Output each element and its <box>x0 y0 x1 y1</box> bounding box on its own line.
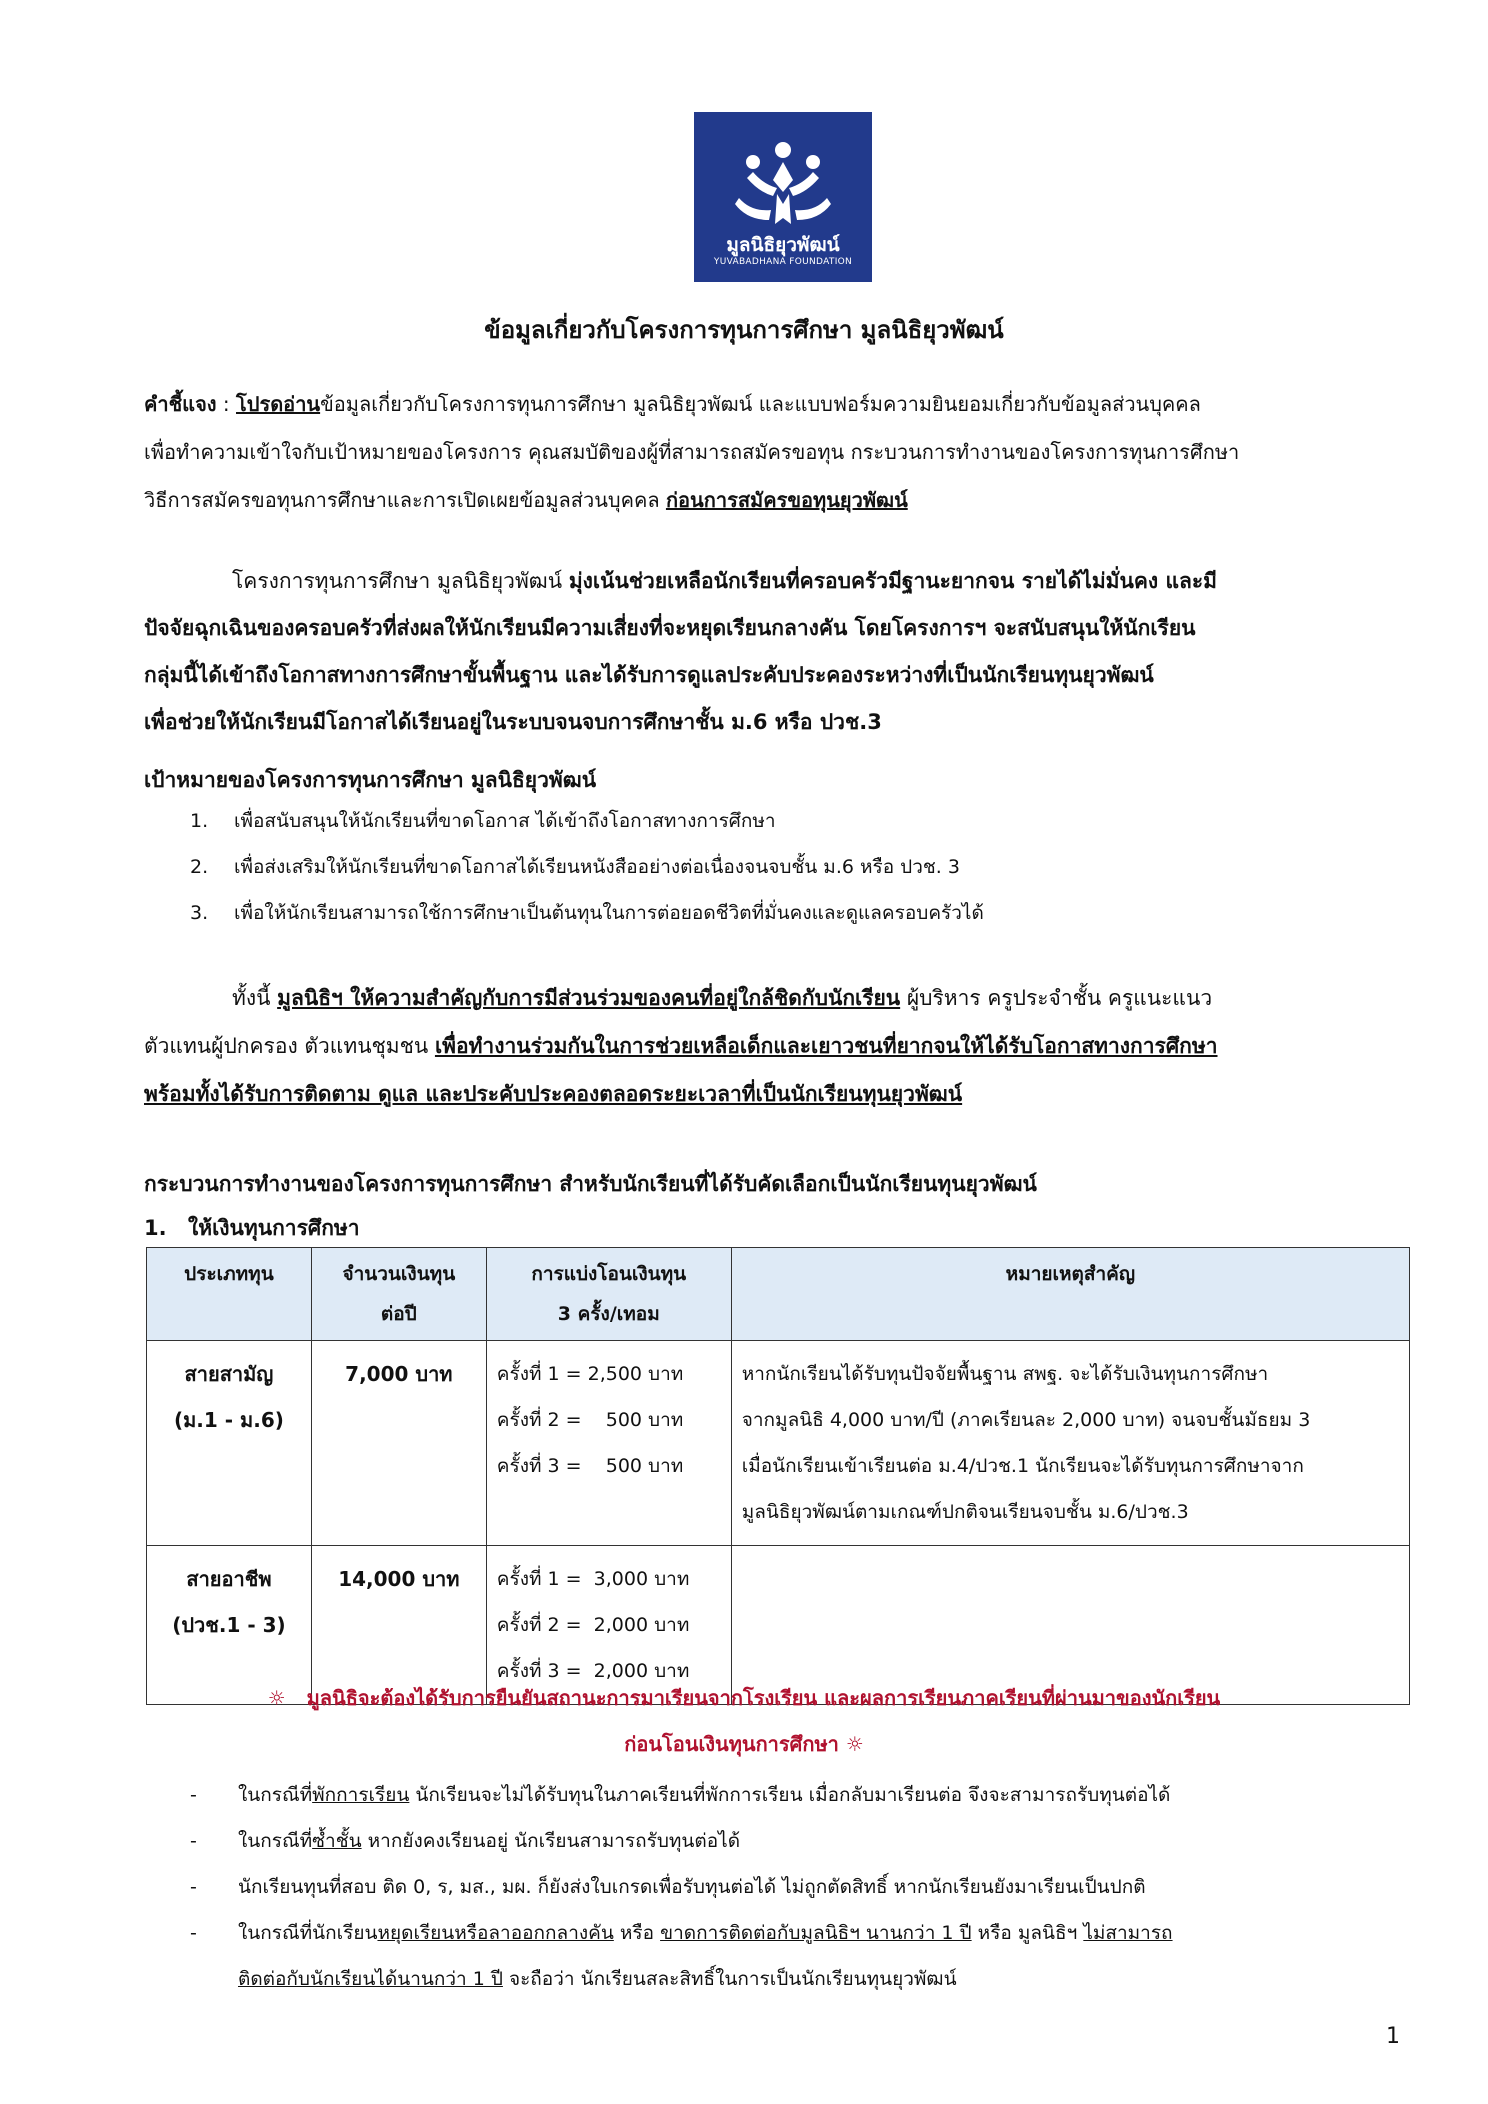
goal-item <box>190 806 776 836</box>
goal-item <box>190 898 984 928</box>
header-amount-line-1: จำนวนเงินทุน <box>342 1263 456 1285</box>
cell-schedule <box>486 1341 731 1546</box>
schedule-item: ครั้งที่ 1 = 2,500 บาท <box>496 1363 684 1385</box>
process-heading: กระบวนการทำงานของโครงการทุนการศึกษา สำหรับนักเรียนที่ได้รับคัดเลือกเป็นนักเรียนทุนยุวพัฒน์ <box>144 1172 1037 1196</box>
goals-heading: เป้าหมายของโครงการทุนการศึกษา มูลนิธิยุวพัฒน์ <box>144 768 597 792</box>
rule-item <box>190 1772 1408 1818</box>
warning-text-2: ก่อนโอนเงินทุนการศึกษา <box>624 1732 839 1756</box>
table-row <box>147 1546 1410 1705</box>
intro-line-1 <box>144 384 1400 424</box>
intro-line-3-text: วิธีการสมัครขอทุนการศึกษาและการเปิดเผยข้อมูลส่วนบุคคล <box>144 488 666 512</box>
mission-line-2: ปัจจัยฉุกเฉินของครอบครัวที่ส่งผลให้นักเรียนมีความเสี่ยงที่จะหยุดเรียนกลางคัน โดยโครงการฯ จะสนับสนุนให้นักเรียน <box>144 616 1196 640</box>
scholarship-table <box>146 1247 1410 1705</box>
rule-text: หรือ <box>613 1922 661 1944</box>
cell-type <box>147 1546 312 1705</box>
warning-line-2 <box>0 1728 1488 1760</box>
rule-text: ในกรณีที่ <box>238 1830 313 1852</box>
logo-thai-text: มูลนิธิยุวพัฒน์ <box>726 234 840 256</box>
read-please: โปรดอ่าน <box>236 392 321 416</box>
intro-label: คำชี้แจง <box>144 392 217 416</box>
rule-text: ในกรณีที่ <box>238 1784 313 1806</box>
rule-text: นักเรียนทุนที่สอบ ติด 0, ร, มส., มผ. ก็ยังส่งใบเกรดเพื่อรับทุนต่อได้ ไม่ถูกตัดสิทธิ์ หากนักเรียนยังมาเรียนเป็นปกติ <box>238 1876 1146 1898</box>
cell-note <box>731 1341 1409 1546</box>
rule-underlined: ซ้ำชั้น <box>312 1830 362 1852</box>
emphasis-lead: ทั้งนี้ <box>232 986 278 1010</box>
emphasis-line-1-rest: ผู้บริหาร ครูประจำชั้น ครูแนะแนว <box>900 986 1213 1010</box>
emphasis-line-2-underlined: เพื่อทำงานร่วมกันในการช่วยเหลือเด็กและเยาวชนที่ยากจนให้ได้รับโอกาสทางการศึกษา <box>434 1034 1218 1058</box>
schedule-item: ครั้งที่ 3 = 2,000 บาท <box>496 1660 690 1682</box>
rule-text: จะถือว่า นักเรียนสละสิทธิ์ในการเป็นนักเรียนทุนยุวพัฒน์ <box>502 1968 957 1990</box>
goal-number: 2. <box>190 856 209 878</box>
mission-line-1 <box>144 558 1400 605</box>
header-amount <box>311 1248 486 1341</box>
cell-amount: 7,000 บาท <box>311 1341 486 1546</box>
schedule-item: ครั้งที่ 2 = 500 บาท <box>496 1409 684 1431</box>
rule-item <box>190 1864 1408 1910</box>
note-line: จากมูลนิธิ 4,000 บาท/ปี (ภาคเรียนละ 2,000 บาท) จนจบชั้นมัธยม 3 <box>741 1409 1311 1431</box>
note-line: หากนักเรียนได้รับทุนปัจจัยพื้นฐาน สพฐ. จะได้รับเงินทุนการศึกษา <box>741 1363 1269 1385</box>
mission-lead: โครงการทุนการศึกษา มูลนิธิยุวพัฒน์ <box>232 569 569 593</box>
mission-line-3: กลุ่มนี้ได้เข้าถึงโอกาสทางการศึกษาขั้นพื้นฐาน และได้รับการดูแลประคับประคองระหว่างที่เป็นนักเรียนทุนยุวพัฒน์ <box>144 663 1154 687</box>
emphasis-underlined-1: มูลนิธิฯ ให้ความสำคัญกับการมีส่วนร่วมของคนที่อยู่ใกล้ชิดกับนักเรียน <box>277 986 901 1010</box>
sun-icon: ☼ <box>845 1732 864 1756</box>
rule-text: หากยังคงเรียนอยู่ นักเรียนสามารถรับทุนต่อได้ <box>361 1830 741 1852</box>
header-amount-line-2: ต่อปี <box>380 1303 417 1325</box>
process-sub-number: 1. <box>144 1216 167 1240</box>
cell-amount: 14,000 บาท <box>311 1546 486 1705</box>
intro-line-3-emphasis: ก่อนการสมัครขอทุนยุวพัฒน์ <box>665 488 908 512</box>
type-name: สายสามัญ <box>184 1362 274 1386</box>
process-subheading <box>144 1212 360 1245</box>
schedule-item: ครั้งที่ 1 = 3,000 บาท <box>496 1568 690 1590</box>
type-range: (ปวช.1 - 3) <box>172 1613 286 1637</box>
mission-paragraph <box>144 558 1400 746</box>
rule-underlined: ไม่สามารถ <box>1083 1922 1173 1944</box>
process-sub-title: ให้เงินทุนการศึกษา <box>188 1216 360 1240</box>
schedule-item: ครั้งที่ 2 = 2,000 บาท <box>496 1614 690 1636</box>
goal-number: 1. <box>190 810 209 832</box>
dash-marker: - <box>190 1830 197 1852</box>
rule-underlined: ขาดการติดต่อกับมูลนิธิฯ นานกว่า 1 ปี <box>660 1922 972 1944</box>
rule-underlined: พักการเรียน <box>312 1784 410 1806</box>
rule-item <box>190 1910 1408 1956</box>
goal-text: เพื่อให้นักเรียนสามารถใช้การศึกษาเป็นต้นทุนในการต่อยอดชีวิตที่มั่นคงและดูแลครอบครัวได้ <box>234 902 984 924</box>
intro-line-1-text: ข้อมูลเกี่ยวกับโครงการทุนการศึกษา มูลนิธิยุวพัฒน์ และแบบฟอร์มความยินยอมเกี่ยวกับข้อมูลส่วนบุคคล <box>320 392 1201 416</box>
rule-text: นักเรียนจะไม่ได้รับทุนในภาคเรียนที่พักการเรียน เมื่อกลับมาเรียนต่อ จึงจะสามารถรับทุนต่อได้ <box>409 1784 1171 1806</box>
foundation-logo-icon <box>733 140 833 226</box>
dash-marker: - <box>190 1876 197 1898</box>
header-note-text: หมายเหตุสำคัญ <box>1005 1263 1136 1285</box>
page-number: 1 <box>1386 2024 1400 2049</box>
mission-line-4: เพื่อช่วยให้นักเรียนมีโอกาสได้เรียนอยู่ในระบบจนจบการศึกษาชั้น ม.6 หรือ ปวช.3 <box>144 710 882 734</box>
header-type-text: ประเภททุน <box>184 1263 274 1285</box>
mission-line-1-text: มุ่งเน้นช่วยเหลือนักเรียนที่ครอบครัวมีฐานะยากจน รายได้ไม่มั่นคง และมี <box>568 569 1218 593</box>
cell-schedule <box>486 1546 731 1705</box>
rule-underlined: ติดต่อกับนักเรียนได้นานกว่า 1 ปี <box>238 1968 503 1990</box>
emphasis-line-2 <box>144 1022 1400 1070</box>
header-note <box>731 1248 1409 1341</box>
rule-item <box>190 1818 1408 1864</box>
emphasis-paragraph <box>144 974 1400 1118</box>
emphasis-line-2-plain: ตัวแทนผู้ปกครอง ตัวแทนชุมชน <box>144 1034 435 1058</box>
goal-item <box>190 852 960 882</box>
table-row <box>147 1341 1410 1546</box>
rule-text: ในกรณีที่นักเรียน <box>238 1922 378 1944</box>
intro-line-2: เพื่อทำความเข้าใจกับเป้าหมายของโครงการ คุณสมบัติของผู้ที่สามารถสมัครขอทุน กระบวนการทำงานของโครงการทุนการศึกษา <box>144 440 1240 464</box>
note-line: เมื่อนักเรียนเข้าเรียนต่อ ม.4/ปวช.1 นักเรียนจะได้รับทุนการศึกษาจาก <box>741 1455 1304 1477</box>
warning-text-1: มูลนิธิจะต้องได้รับการยืนยันสถานะการมาเรียนจากโรงเรียน และผลการเรียนภาคเรียนที่ผ่านมาของนักเรียน <box>306 1686 1221 1710</box>
table-header-row <box>147 1248 1410 1341</box>
type-name: สายอาชีพ <box>186 1567 272 1591</box>
goal-number: 3. <box>190 902 209 924</box>
emphasis-line-3: พร้อมทั้งได้รับการติดตาม ดูแล และประคับประคองตลอดระยะเวลาที่เป็นนักเรียนทุนยุวพัฒน์ <box>144 1082 963 1106</box>
dash-marker: - <box>190 1922 197 1944</box>
goal-text: เพื่อสนับสนุนให้นักเรียนที่ขาดโอกาส ได้เข้าถึงโอกาสทางการศึกษา <box>234 810 776 832</box>
rule-text: หรือ มูลนิธิฯ <box>971 1922 1084 1944</box>
page-title: ข้อมูลเกี่ยวกับโครงการทุนการศึกษา มูลนิธิยุวพัฒน์ <box>484 316 1004 344</box>
foundation-logo <box>694 112 872 282</box>
rule-item-continuation <box>238 1956 1408 2002</box>
warning-line-1 <box>0 1682 1488 1714</box>
intro-separator: : <box>216 392 237 416</box>
cell-note-empty <box>731 1546 1409 1705</box>
type-range: (ม.1 - ม.6) <box>173 1408 284 1432</box>
intro-line-3 <box>144 480 1400 520</box>
header-transfer <box>486 1248 731 1341</box>
header-transfer-line-2: 3 ครั้ง/เทอม <box>557 1303 660 1325</box>
rule-underlined: หยุดเรียนหรือลาออกกลางคัน <box>377 1922 614 1944</box>
sun-icon: ☼ <box>267 1686 286 1710</box>
schedule-item: ครั้งที่ 3 = 500 บาท <box>496 1455 684 1477</box>
emphasis-line-1 <box>144 974 1400 1022</box>
note-line: มูลนิธิยุวพัฒน์ตามเกณฑ์ปกติจนเรียนจบชั้น ม.6/ปวช.3 <box>741 1501 1189 1523</box>
header-transfer-line-1: การแบ่งโอนเงินทุน <box>531 1263 687 1285</box>
cell-type <box>147 1341 312 1546</box>
dash-marker: - <box>190 1784 197 1806</box>
goal-text: เพื่อส่งเสริมให้นักเรียนที่ขาดโอกาสได้เรียนหนังสืออย่างต่อเนื่องจนจบชั้น ม.6 หรือ ปวช. 3 <box>234 856 960 878</box>
header-type <box>147 1248 312 1341</box>
logo-english-text: YUVABADHANA FOUNDATION <box>713 257 853 267</box>
